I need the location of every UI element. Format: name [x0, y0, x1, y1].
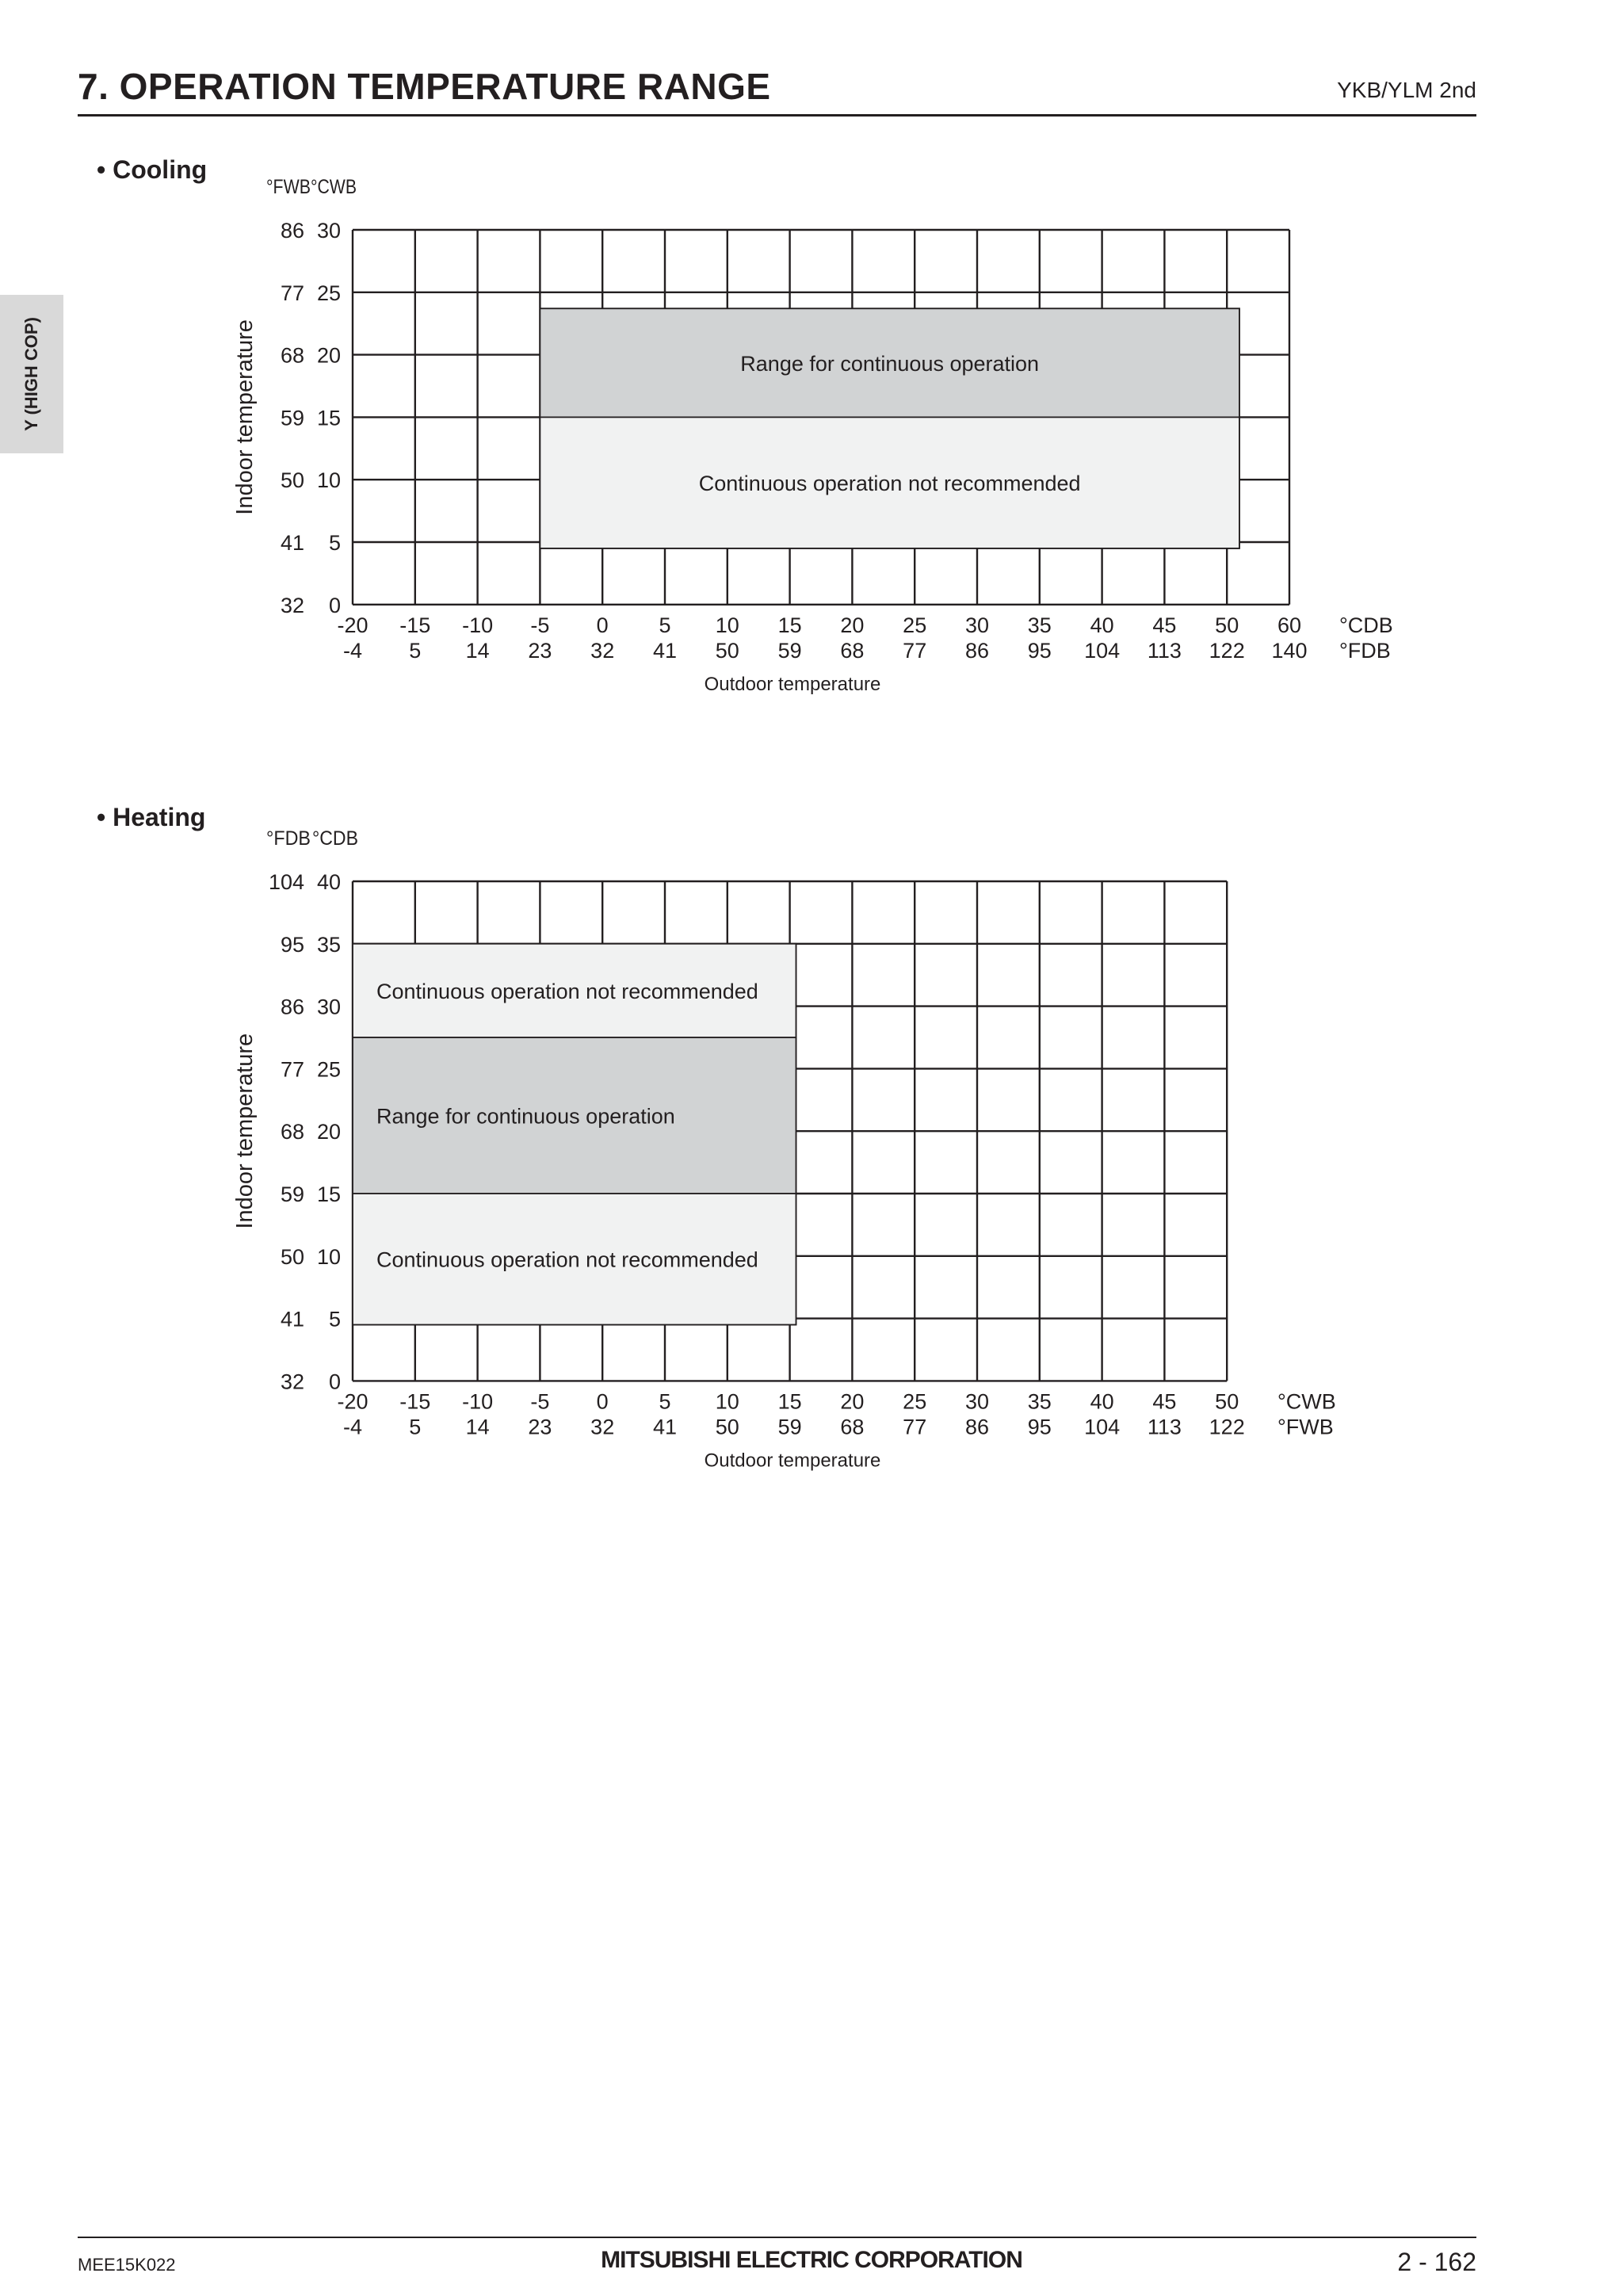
y-tick-f: 86 [280, 995, 304, 1019]
x-tick-f: 86 [964, 638, 990, 663]
side-tab-label: Y (HIGH COP) [21, 317, 41, 431]
x-unit-f: °FDB [1339, 638, 1391, 663]
y-tick-c: 25 [316, 1057, 341, 1082]
x-tick-c: 25 [903, 613, 927, 637]
y-tick-c: 35 [316, 932, 341, 957]
y-tick-c: 25 [316, 281, 341, 305]
x-tick-f: -4 [342, 638, 363, 663]
y-tick-f: 50 [280, 1244, 304, 1269]
y-tick-c: 15 [316, 1182, 341, 1206]
y-unit-c: °CWB [311, 176, 357, 198]
y-tick-c: 5 [328, 531, 341, 555]
cooling-heading: • Cooling [97, 155, 208, 184]
y-tick-f: 59 [280, 1182, 304, 1206]
x-axis-label: Outdoor temperature [704, 1450, 881, 1472]
x-tick-f: 122 [1209, 638, 1245, 663]
x-tick-f: 32 [590, 638, 615, 663]
y-tick-c: 20 [316, 343, 341, 368]
x-tick-f: 68 [840, 638, 865, 663]
x-tick-c: 15 [777, 1389, 802, 1414]
y-unit-f: °FWB [266, 176, 311, 198]
x-tick-f: 32 [590, 1415, 615, 1439]
y-tick-f: 68 [280, 343, 304, 368]
x-tick-f: 95 [1027, 1415, 1052, 1439]
x-tick-c: 25 [903, 1389, 927, 1414]
x-axis-label: Outdoor temperature [704, 673, 881, 695]
x-tick-c: -15 [399, 1389, 431, 1414]
x-tick-f: 50 [715, 1415, 739, 1439]
y-tick-c: 0 [328, 1370, 341, 1394]
x-tick-f: 5 [409, 1415, 422, 1439]
region-label-1: Range for continuous operation [376, 1104, 675, 1129]
x-tick-c: 10 [715, 1389, 739, 1414]
y-tick-c: 30 [316, 219, 341, 243]
x-tick-c: 30 [964, 1389, 990, 1414]
heating-heading: • Heating [97, 803, 206, 831]
x-tick-f: 104 [1084, 638, 1121, 663]
x-tick-c: -5 [530, 1389, 550, 1414]
y-tick-f: 41 [280, 531, 304, 555]
page-number: 2 - 162 [1397, 2248, 1476, 2276]
region-label-2: Continuous operation not recommended [376, 1247, 758, 1272]
y-tick-f: 32 [280, 1370, 304, 1394]
footer-rule [78, 2237, 1476, 2238]
x-tick-c: -10 [462, 613, 494, 637]
y-tick-c: 15 [316, 406, 341, 430]
x-tick-f: 14 [465, 638, 490, 663]
x-tick-f: 104 [1084, 1415, 1121, 1439]
x-tick-c: 40 [1090, 1389, 1114, 1414]
x-tick-f: 23 [528, 1415, 552, 1439]
y-tick-c: 10 [316, 468, 341, 493]
y-tick-f: 41 [280, 1307, 304, 1331]
x-tick-f: 122 [1209, 1415, 1245, 1439]
x-tick-c: -5 [530, 613, 550, 637]
y-tick-f: 32 [280, 593, 304, 617]
x-tick-f: 23 [528, 638, 552, 663]
x-tick-c: 50 [1215, 613, 1239, 637]
x-tick-c: 45 [1152, 1389, 1177, 1414]
x-tick-c: 0 [596, 613, 609, 637]
y-tick-c: 40 [316, 870, 341, 894]
x-tick-c: 60 [1277, 613, 1302, 637]
y-tick-f: 77 [280, 1057, 304, 1082]
y-tick-f: 95 [280, 932, 304, 957]
x-tick-c: 35 [1027, 1389, 1052, 1414]
x-tick-c: 35 [1027, 613, 1052, 637]
region-label-1: Continuous operation not recommended [698, 472, 1081, 496]
heating-chart [232, 827, 1336, 1471]
x-tick-c: 5 [659, 1389, 671, 1414]
y-unit-c: °CDB [312, 827, 358, 850]
x-tick-f: 140 [1271, 638, 1308, 663]
x-tick-f: 113 [1147, 638, 1182, 663]
y-tick-c: 0 [328, 593, 341, 617]
x-tick-f: 59 [777, 638, 802, 663]
x-tick-f: 41 [652, 1415, 678, 1439]
y-tick-f: 104 [268, 870, 304, 894]
x-tick-f: 86 [964, 1415, 990, 1439]
page-title: 7. OPERATION TEMPERATURE RANGE [78, 66, 771, 107]
y-axis-label: Indoor temperature [232, 319, 258, 515]
y-tick-f: 86 [280, 219, 304, 243]
x-tick-c: 0 [596, 1389, 609, 1414]
x-unit-f: °FWB [1277, 1415, 1334, 1439]
x-tick-f: 77 [903, 1415, 927, 1439]
y-tick-c: 5 [328, 1307, 341, 1331]
company-name: MITSUBISHI ELECTRIC CORPORATION [601, 2247, 1022, 2273]
y-tick-c: 30 [316, 995, 341, 1019]
y-tick-f: 68 [280, 1120, 304, 1144]
x-tick-f: 68 [840, 1415, 865, 1439]
x-tick-f: 41 [652, 638, 678, 663]
model-label: YKB/YLM 2nd [1337, 78, 1476, 102]
cooling-chart [232, 176, 1393, 695]
x-tick-c: 20 [840, 1389, 865, 1414]
x-tick-f: 14 [465, 1415, 490, 1439]
doc-code: MEE15K022 [78, 2255, 176, 2275]
x-tick-c: 10 [715, 613, 739, 637]
x-tick-c: 15 [777, 613, 802, 637]
x-tick-f: 95 [1027, 638, 1052, 663]
x-tick-c: 20 [840, 613, 865, 637]
y-axis-label: Indoor temperature [232, 1033, 258, 1229]
x-tick-c: -15 [399, 613, 431, 637]
region-label-0: Continuous operation not recommended [376, 979, 758, 1003]
x-tick-f: 77 [903, 638, 927, 663]
x-tick-c: -20 [337, 1389, 369, 1414]
x-tick-c: -20 [337, 613, 369, 637]
y-tick-f: 50 [280, 468, 304, 493]
y-tick-c: 10 [316, 1244, 341, 1269]
x-tick-c: 40 [1090, 613, 1114, 637]
x-unit-c: °CWB [1277, 1389, 1336, 1414]
x-tick-c: 45 [1152, 613, 1177, 637]
x-tick-f: 59 [777, 1415, 802, 1439]
x-tick-f: 113 [1147, 1415, 1182, 1439]
y-tick-f: 77 [280, 281, 304, 305]
x-tick-c: 5 [659, 613, 671, 637]
x-tick-c: 30 [964, 613, 990, 637]
x-tick-c: 50 [1215, 1389, 1239, 1414]
x-tick-f: 5 [409, 638, 422, 663]
y-unit-f: °FDB [266, 827, 311, 850]
region-label-0: Range for continuous operation [740, 351, 1040, 376]
x-tick-f: 50 [715, 638, 739, 663]
y-tick-c: 20 [316, 1120, 341, 1144]
x-unit-c: °CDB [1339, 613, 1393, 637]
x-tick-c: -10 [462, 1389, 494, 1414]
x-tick-f: -4 [342, 1415, 363, 1439]
y-tick-f: 59 [280, 406, 304, 430]
